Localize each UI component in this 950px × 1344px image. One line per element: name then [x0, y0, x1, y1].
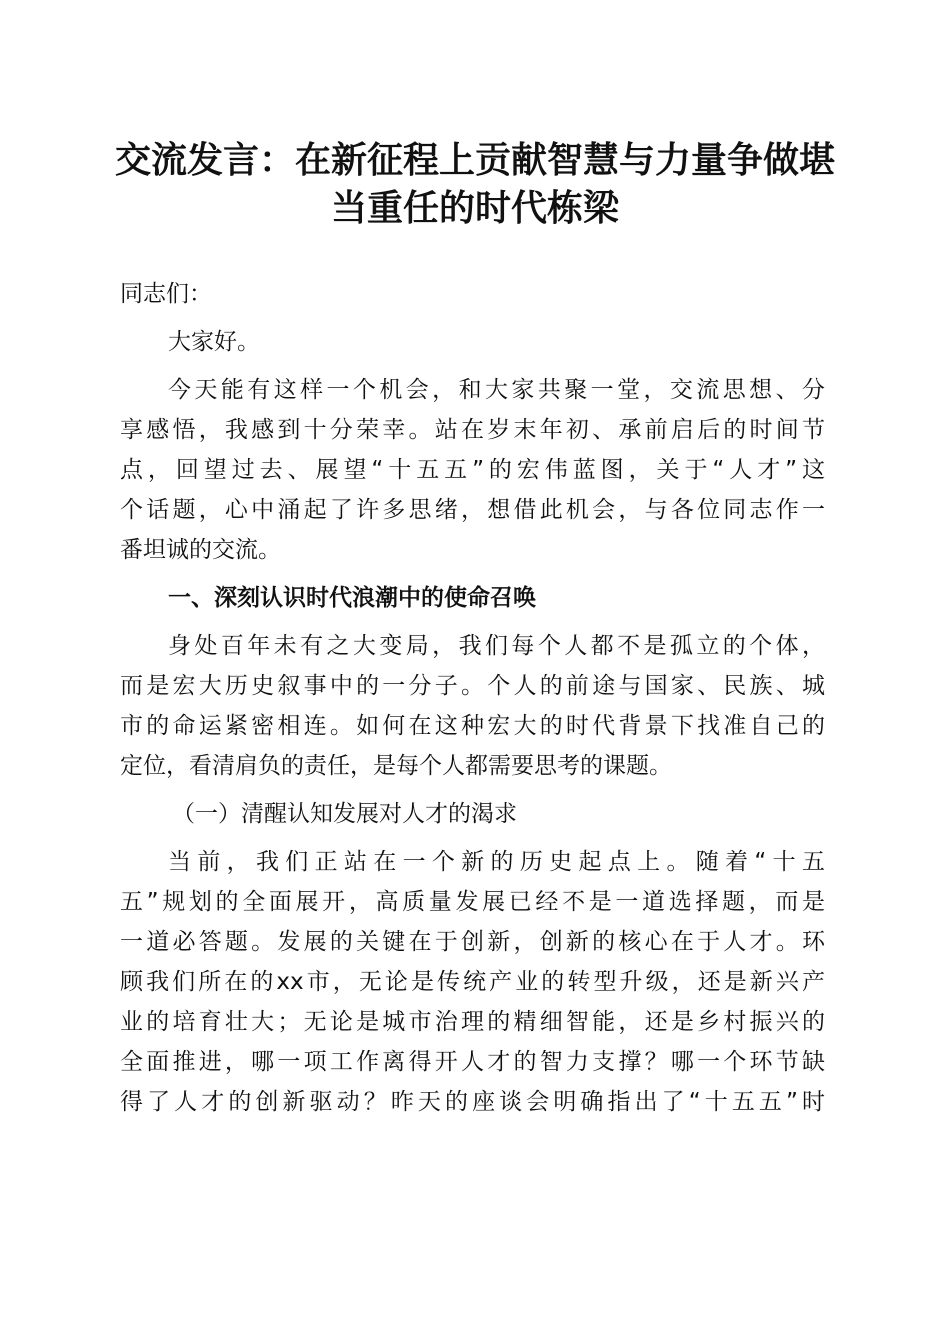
document-title: [100, 136, 850, 232]
document-body: [120, 274, 825, 1130]
paragraph-line: 番坦诚的交流。: [120, 537, 281, 563]
paragraph-line: 身处百年未有之大变局，我们每个人都不是孤立的个体，: [168, 633, 825, 659]
paragraph-line: 当前，我们正站在一个新的历史起点上。随着“十五: [168, 849, 825, 875]
section-heading-1: 一、深刻认识时代浪潮中的使命召唤: [168, 585, 536, 611]
paragraph-line: 五”规划的全面展开，高质量发展已经不是一道选择题，而是: [120, 889, 825, 915]
paragraph-line: 得了人才的创新驱动？昨天的座谈会明确指出了“十五五”时: [120, 1089, 825, 1115]
paragraph-line: 享感悟，我感到十分荣幸。站在岁末年初、承前启后的时间节: [120, 417, 825, 443]
paragraph-line: 定位，看清肩负的责任，是每个人都需要思考的课题。: [120, 753, 672, 779]
paragraph-line: 市的命运紧密相连。如何在这种宏大的时代背景下找准自己的: [120, 713, 825, 739]
paragraph-line: 而是宏大历史叙事中的一分子。个人的前途与国家、民族、城: [120, 673, 825, 699]
paragraph-line: 顾我们所在的xx市，无论是传统产业的转型升级，还是新兴产: [120, 969, 825, 995]
subsection-heading-1: （一）清醒认知发展对人才的渴求: [172, 801, 517, 827]
paragraph-2: [120, 626, 825, 786]
paragraph-3: [120, 842, 825, 1122]
paragraph-line: 一道必答题。发展的关键在于创新，创新的核心在于人才。环: [120, 929, 825, 955]
paragraph-line: 今天能有这样一个机会，和大家共聚一堂，交流思想、分: [168, 377, 825, 403]
salutation: 同志们：: [120, 281, 212, 307]
greeting: 大家好。: [168, 329, 260, 355]
paragraph-line: 业的培育壮大；无论是城市治理的精细智能，还是乡村振兴的: [120, 1009, 825, 1035]
paragraph-1: [120, 370, 825, 570]
title-line-2: 当重任的时代栋梁: [330, 187, 619, 229]
title-line-1: 交流发言：在新征程上贡献智慧与力量争做堪: [114, 139, 835, 181]
paragraph-line: 个话题，心中涌起了许多思绪，想借此机会，与各位同志作一: [120, 497, 825, 523]
paragraph-line: 全面推进，哪一项工作离得开人才的智力支撑？哪一个环节缺: [120, 1049, 825, 1075]
paragraph-line: 点，回望过去、展望“十五五”的宏伟蓝图，关于“人才”这: [120, 457, 825, 483]
